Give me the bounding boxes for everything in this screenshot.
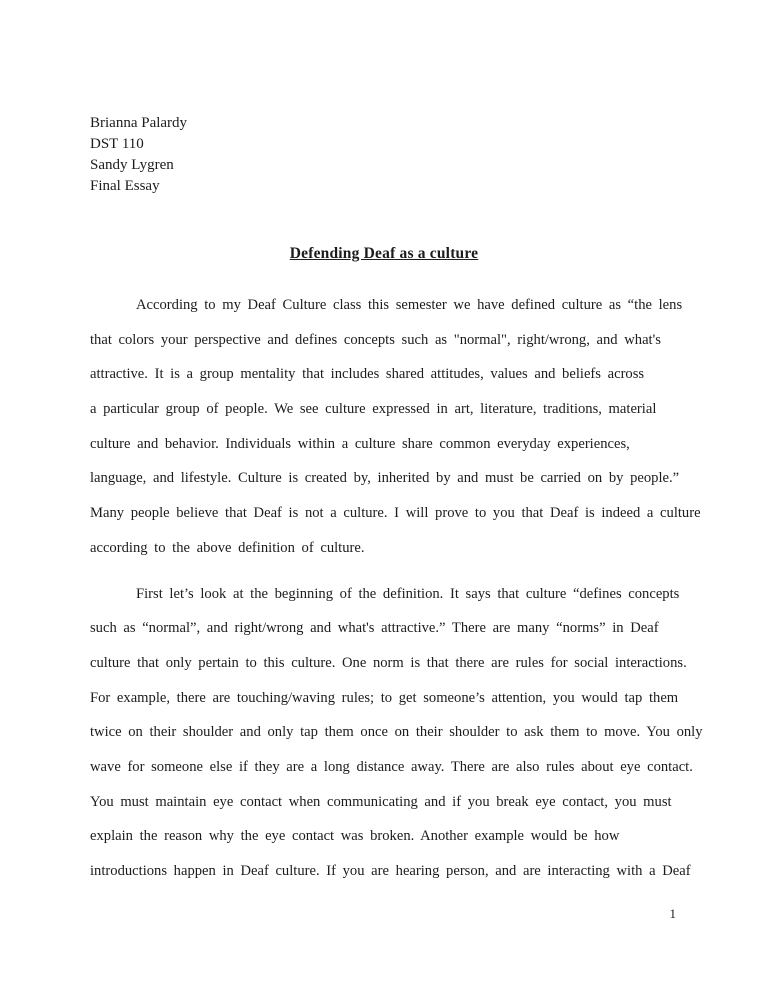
assignment-name: Final Essay: [90, 178, 160, 194]
body-line: culture that only pertain to this culture. One norm is that there are rules for social interactions.: [90, 654, 687, 671]
page-number: 1: [669, 906, 676, 921]
paragraph-1: [90, 288, 701, 566]
body-line: explain the reason why the eye contact was broken. Another example would be how: [90, 828, 620, 845]
body-line: wave for someone else if they are a long distance away. There are also rules about eye contact.: [90, 758, 693, 775]
body-line: such as “normal”, and right/wrong and what's attractive.” There are many “norms” in Deaf: [90, 620, 659, 637]
body-line: a particular group of people. We see culture expressed in art, literature, traditions, material: [90, 401, 657, 418]
body-line: introductions happen in Deaf culture. If you are hearing person, and are interacting with a Deaf: [90, 863, 691, 879]
body-line: twice on their shoulder and only tap them once on their shoulder to ask them to move. You only: [90, 724, 703, 741]
essay-body: [90, 288, 703, 889]
body-line: according to the above definition of culture.: [90, 539, 365, 556]
body-line: culture and behavior. Individuals within a culture share common everyday experiences,: [90, 435, 630, 452]
author-name: Brianna Palardy: [90, 115, 188, 131]
body-line: that colors your perspective and defines concepts such as "normal", right/wrong, and what's: [90, 331, 661, 348]
body-line: For example, there are touching/waving rules; to get someone’s attention, you would tap them: [90, 689, 679, 706]
student-info-block: [90, 113, 187, 197]
essay-title: Defending Deaf as a culture: [289, 245, 479, 262]
course-code: DST 110: [90, 136, 144, 152]
paragraph-2: [90, 577, 703, 889]
body-line: language, and lifestyle. Culture is created by, inherited by and must be carried on by people.”: [90, 470, 680, 487]
instructor-name: Sandy Lygren: [90, 157, 174, 173]
body-line: First let’s look at the beginning of the definition. It says that culture “defines concepts: [136, 585, 680, 602]
body-line: Many people believe that Deaf is not a culture. I will prove to you that Deaf is indeed a culture: [90, 505, 701, 522]
body-line: You must maintain eye contact when communicating and if you break eye contact, you must: [90, 793, 672, 810]
body-line: attractive. It is a group mentality that includes shared attitudes, values and beliefs across: [90, 366, 645, 383]
body-line: According to my Deaf Culture class this semester we have defined culture as “the lens: [136, 297, 683, 313]
